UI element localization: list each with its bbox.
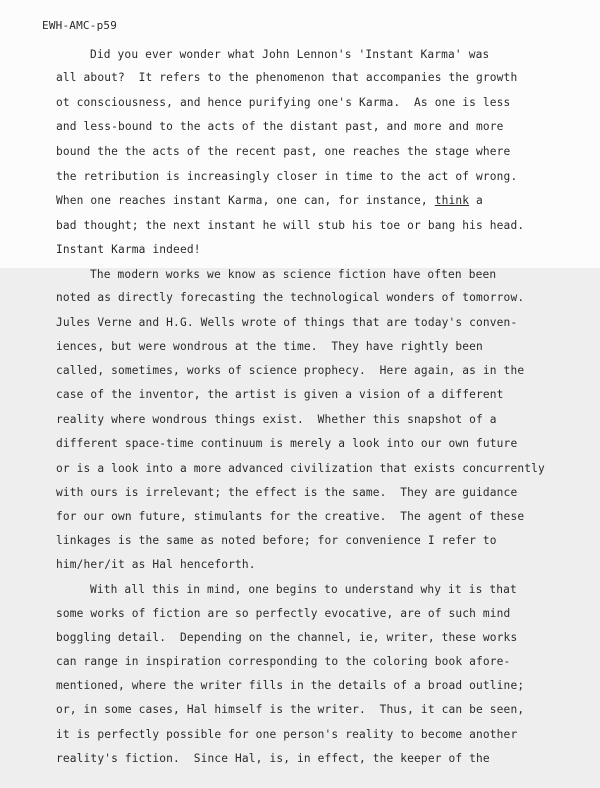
text-line: bound the the acts of the recent past, one reaches the stage where [56,145,511,158]
text-line: or is a look into a more advanced civilization that exists concurrently [56,462,545,475]
text-line: Did you ever wonder what John Lennon's 'Instant Karma' was [90,48,490,61]
text-line: The modern works we know as science fiction have often been [90,268,497,281]
text-line: Instant Karma indeed! [56,243,201,256]
text-line: With all this in mind, one begins to understand why it is that [90,583,517,596]
underlined-word: think [434,194,470,207]
text-line: or, in some cases, Hal himself is the writer. Thus, it can be seen, [56,703,525,716]
text-line: different space-time continuum is merely a look into our own future [56,437,518,450]
text-line: noted as directly forecasting the technological wonders of tomorrow. [56,291,525,304]
page-header: EWH-AMC-p59 [42,19,118,32]
text-line-with-underline: When one reaches instant Karma, one can, for instance, think a [56,194,483,207]
text-line: can range in inspiration corresponding to the coloring book afore- [56,655,511,668]
text-line: Jules Verne and H.G. Wells wrote of things that are today's conven- [56,316,518,329]
text-line: and less-bound to the acts of the distant past, and more and more [56,120,504,133]
text-line: reality's fiction. Since Hal, is, in effect, the keeper of the [56,752,490,765]
text-line: it is perfectly possible for one person's reality to become another [56,728,518,741]
text-line: ot consciousness, and hence purifying one's Karma. As one is less [56,96,511,109]
text-line: him/her/it as Hal henceforth. [56,558,256,571]
text-line: case of the inventor, the artist is given a vision of a different [56,388,504,401]
text-line: mentioned, where the writer fills in the details of a broad outline; [56,679,525,692]
text-line: bad thought; the next instant he will stub his toe or bang his head. [56,219,525,232]
text-line: for our own future, stimulants for the creative. The agent of these [56,510,525,523]
text-line: some works of fiction are so perfectly evocative, are of such mind [56,607,511,620]
text-line: all about? It refers to the phenomenon that accompanies the growth [56,71,518,84]
text-line: called, sometimes, works of science prophecy. Here again, as in the [56,364,525,377]
text-line: reality where wondrous things exist. Whether this snapshot of a [56,413,497,426]
text-line: the retribution is increasingly closer in time to the act of wrong. [56,170,518,183]
text-line: with ours is irrelevant; the effect is the same. They are guidance [56,486,518,499]
text-line: iences, but were wondrous at the time. They have rightly been [56,340,483,353]
text-line: linkages is the same as noted before; for convenience I refer to [56,534,497,547]
text-line: boggling detail. Depending on the channel, ie, writer, these works [56,631,518,644]
